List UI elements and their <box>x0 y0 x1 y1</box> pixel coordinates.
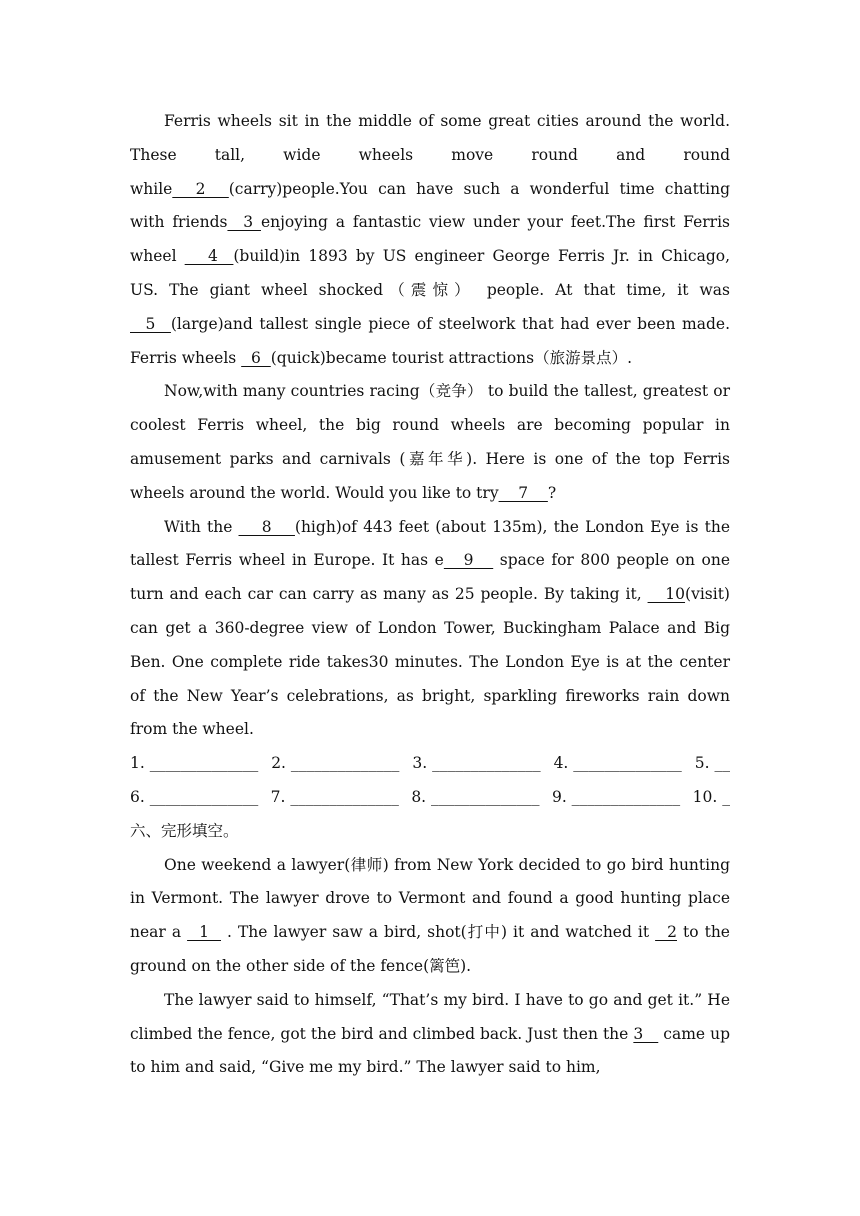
blank-8: ___8___ <box>238 517 295 536</box>
text-run: (build)in 1893 by US engineer George Ferris Jr. in Chicago, US. The giant wheel shocked（震惊） people. At that time, it was <box>130 247 730 299</box>
section-title: 六、完形填空。 <box>130 821 239 840</box>
answer-slot-1: 1. ______________ <box>130 754 259 773</box>
answer-row-1 <box>130 747 730 781</box>
text-run: Ferris wheels sit in the middle of some great cities around the world. These tall, wide wheels move round and round while <box>130 112 730 198</box>
answer-slot-8: 8. ______________ <box>411 787 540 806</box>
text-run: The lawyer said to himself, “That’s my bird. I have to go and get it.” He climbed the fence, got the bird and climbed back. Just then the <box>130 990 730 1043</box>
blank-7: 7 <box>498 483 548 502</box>
passage1-paragraph3 <box>130 511 730 748</box>
text-run: enjoying a fantastic view under your feet.The first Ferris wheel <box>130 213 730 266</box>
text-run: (carry)people.You can have such a wonderful time chatting with friends <box>130 179 730 232</box>
answer-slot-4: 4. ______________ <box>553 754 682 773</box>
blank-6: 6 <box>241 348 271 367</box>
passage2-paragraph1 <box>130 849 730 984</box>
text-run: (high)of 443 feet (about 135m), the London Eye is the tallest Ferris wheel in Europe. It has e <box>130 517 730 570</box>
blank-9: 9 <box>443 551 494 570</box>
passage1-paragraph1 <box>130 105 730 375</box>
text-run: With the <box>164 517 239 536</box>
passage2-paragraph2 <box>130 984 730 1085</box>
blank-2: ___2___ <box>172 179 229 198</box>
text-run: ? <box>547 483 557 502</box>
blank-5: __5__ <box>130 314 171 333</box>
answer-slot-5: 5. __ <box>694 754 730 773</box>
answer-slot-3: 3. ______________ <box>412 754 541 773</box>
document-page <box>130 105 730 1085</box>
answer-slot-7: 7. ______________ <box>270 787 399 806</box>
text-run: (visit) can get a 360-degree view of London Tower, Buckingham Palace and Big Ben. One complete ride takes30 minutes. The London Eye is at the center of the New Year’s celebrations, as bright, sparkling fireworks rain down from the wheel. <box>130 585 730 739</box>
cloze-blank-2: 2 <box>655 923 677 942</box>
passage1-paragraph2 <box>130 375 730 510</box>
cloze-blank-3: 3 <box>633 1024 659 1043</box>
answer-row-2 <box>130 781 730 815</box>
text-run: . The lawyer saw a bird, shot(打中) it and watched it <box>221 923 656 942</box>
blank-10: 10 <box>647 585 686 604</box>
text-run: One weekend a lawyer(律师) from New York decided to go bird hunting in Vermont. The lawyer drove to Vermont and found a good hunting place near a <box>130 855 730 942</box>
answer-slot-6: 6. ______________ <box>130 787 259 806</box>
answer-slot-2: 2. ______________ <box>271 754 400 773</box>
text-run: came up to him and said, “Give me my bird.” The lawyer said to him, <box>130 1024 730 1077</box>
answer-slot-10: 10. _ <box>692 787 730 806</box>
text-run: space for 800 people on one turn and each car can carry as many as 25 people. By taking it, <box>130 551 730 604</box>
text-run: Now,with many countries racing（竞争） to build the tallest, greatest or coolest Ferris wheel, the big round wheels are becoming popular in amusement parks and carnivals (嘉年华). Here is one of the top Ferris wheels around the world. Would you like to try <box>130 382 730 502</box>
text-run: (quick)became tourist attractions（旅游景点）. <box>270 348 633 367</box>
blank-4: ___4__ <box>184 247 234 266</box>
text-run: (large)and tallest single piece of steelwork that had ever been made. Ferris wheels <box>130 314 730 367</box>
answer-slot-9: 9. ______________ <box>551 787 681 806</box>
blank-3: 3 <box>227 213 261 232</box>
text-run: to the ground on the other side of the fence(篱笆). <box>130 923 730 975</box>
cloze-blank-1: 1 <box>187 923 221 942</box>
